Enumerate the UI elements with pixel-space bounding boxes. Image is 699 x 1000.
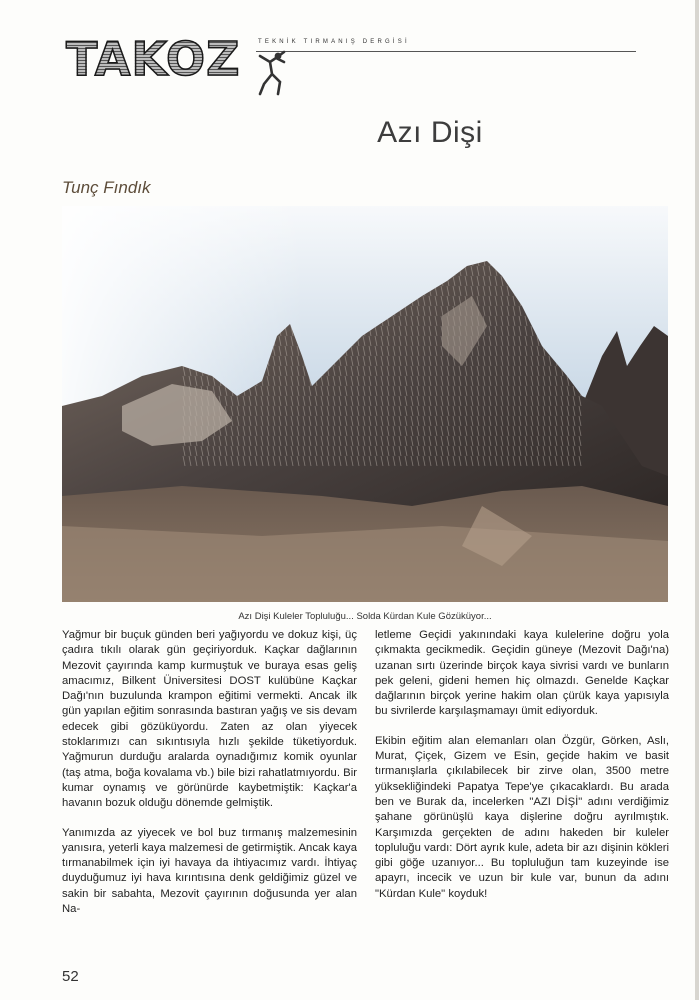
paragraph: Yağmur bir buçuk günden beri yağıyordu ve dokuz kişi, üç çadıra tıkılı olarak gün geçiriyorduk. Kaçkar dağlarının Mezovit çayırında kamp kurmuştuk ve buraya esas geliş amacımız, Bilkent Üniversitesi DOST kulübüne Kaçkar Dağı'nın buzulunda krampon eğitimi vermekti. Ancak ilk gün yapılan eğitim sonrasında bastıran yağış ve sis devam edecek gibi gözüküyordu. Zaten az olan yiyecek stoklarımızı can sıkıntısıyla hızlı şekilde tüketiyorduk. Yağmurun durduğu aralarda oynadığımız komik oyunlar (taş atma, boğa kovalama vb.) bile bizi rahatlatmıyordu. Bir kumar oynamış ve görünürde kaybetmiştik: Kaçkar'a havanın bozuk olduğu dönemde gelmiştik.	[62, 629, 357, 810]
article-column-left	[62, 628, 357, 931]
page-edge-shadow	[695, 0, 699, 1000]
article-author: Tunç Fındık	[62, 178, 151, 197]
article-column-right	[375, 628, 669, 916]
photo-caption: Azı Dişi Kuleler Topluluğu... Solda Kürdan Kule Gözüküyor...	[238, 611, 492, 622]
article-title: Azı Dişi	[377, 116, 483, 149]
mountain-photo	[62, 206, 668, 602]
climber-icon	[254, 48, 294, 100]
magazine-logo: TAKOZ	[66, 32, 241, 86]
masthead	[66, 30, 626, 100]
masthead-rule	[256, 51, 636, 52]
magazine-tagline: TEKNİK TIRMANIŞ DERGİSİ	[258, 39, 410, 45]
page-number: 52	[62, 968, 79, 985]
paragraph: Ekibin eğitim alan elemanları olan Özgür, Görken, Aslı, Murat, Çiçek, Gizem ve Esin, geçide hakim ve basit tırmanışlarla çıkılabilecek bir zirve olan, 3500 metre yüksekliğindeki Papatya Tepe'ye çıkacaklardı. Bu arada ben ve Burak da, incelerken "AZI DİŞİ" adını verdiğimiz şahane görünüşlü kaya dişlerine doğru ayrılmıştık. Karşımızda gerçekten de adını hakeden bir kuleler topluluğu vardı: Dört ayrık kule, adeta bir azı dişinin kökleri gibi göğe uzanıyor... Bu topluluğun tam kuzeyinde ise apayrı, incecik ve uzun bir kule var, bunun da adını "Kürdan Kule" koyduk!	[375, 734, 669, 900]
paragraph: letleme Geçidi yakınındaki kaya kulelerine doğru yola çıkmakta gecikmedik. Geçidin güneye (Mezovit Dağı'na) uzanan sırtı üzerinde birçok kaya sivrisi vardı ve bunların pek geleni, gideni hemen hiç olmazdı. Genelde Kaçkar dağlarının birçok yerine hakim olan çürük kaya yapısıyla bu sivrilerde karşılaşmamayı ümit ediyorduk.	[375, 629, 669, 718]
paragraph: Yanımızda az yiyecek ve bol buz tırmanış malzemesinin yanısıra, yeterli kaya malzemesi de getirmiştik. Ancak kaya tırmanabilmek için iyi havaya da ihtiyacımız vardı. İhtiyaç duyduğumuz iyi hava kırıntısına denk geldiğimiz güzel ve sakin bir sabahta, Mezovit çayırının doğusunda yer alan Na-	[62, 826, 357, 916]
